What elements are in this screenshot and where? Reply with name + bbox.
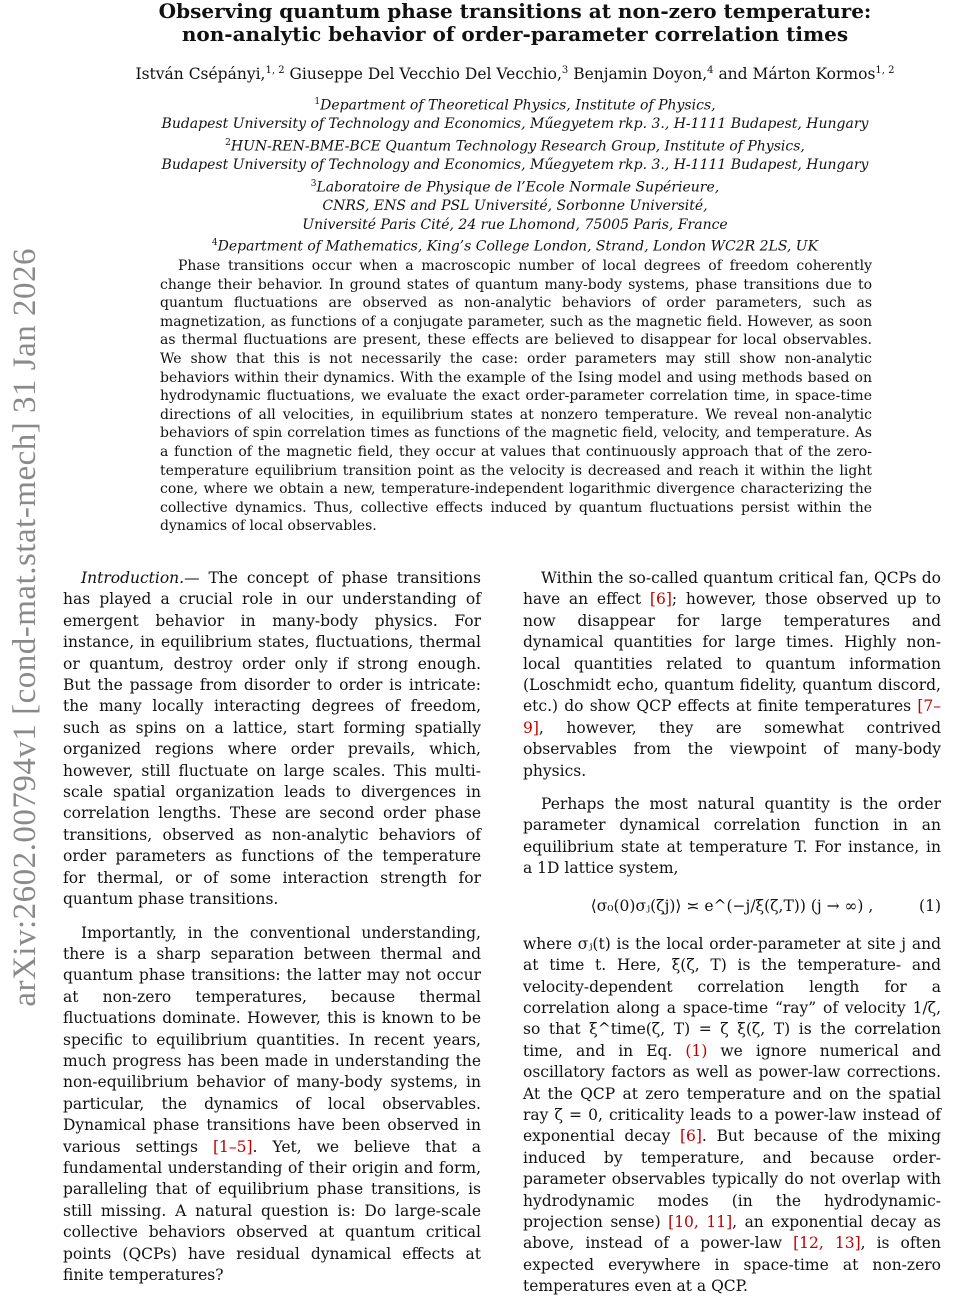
title-line-1: Observing quantum phase transitions at non-zero temperature:	[158, 0, 872, 23]
affiliation-line: $^3$Laboratoire de Physique de l’Ecole Normale Supérieure,	[310, 178, 720, 196]
abstract: Phase transitions occur when a macroscopic number of local degrees of freedom coherently change their behavior. In ground states of quantum many-body systems, phase transitions due to quantum fluctuations are observed as non-analytic behaviors of order parameters, such as magnetization, as functions of a conjugate parameter, such as the magnetic field. However, as soon as thermal fluctuations are present, these effects are believed to disappear for local observables. We show that this is not necessarily the case: order parameters may still show non-analytic behaviors within their dynamics. With the example of the Ising model and using methods based on hydrodynamic fluctuations, we evaluate the exact order-parameter correlation time, in space-time directions of all velocities, in equilibrium states at nonzero temperature. We reveal non-analytic behaviors of spin correlation times as functions of the magnetic field, velocity, and temperature. As a function of the magnetic field, they occur at values that continuously approach that of the zero-temperature equilibrium transition point as the velocity is decreased and reach it within the light cone, where we obtain a new, temperature-independent logarithmic divergence characterizing the collective dynamics. Thus, collective effects induced by quantum fluctuations persist within the dynamics of local observables.	[160, 258, 872, 535]
author-affiliation-mark: 1, 2	[265, 65, 285, 76]
affiliation-line: CNRS, ENS and PSL Université, Sorbonne Université,	[322, 197, 708, 214]
author-name: István Csépányi,	[135, 65, 266, 84]
author-conjunction: and	[718, 65, 748, 84]
citation-link[interactable]: [10, 11]	[668, 1212, 733, 1231]
affiliation-number: 2	[225, 137, 231, 148]
author-affiliation-mark: 4	[707, 65, 714, 76]
author-affiliation-mark: 1, 2	[875, 65, 895, 76]
paragraph: where σⱼ(t) is the local order-parameter at site j and at time t. Here, ξ(ζ, T) is the temperature- and velocity-dependent correlation length for a correlation along a space-time “ray” of velocity 1/ζ, so that ξ^time(ζ, T) = ζ ξ(ζ, T) is the correlation time, and in Eq. (1) we ignore numerical and oscillatory factors as well as power-law corrections. At the QCP at zero temperature and on the spatial ray ζ = 0, criticality leads to a power-law instead of exponential decay [6]. But because of the mixing induced by temperature, and because order-parameter observables typically do not overlap with hydrodynamic modes (in the hydrodynamic-projection sense) [10, 11], an exponential decay as above, instead of a power-law [12, 13], is often expected everywhere in space-time at non-zero temperatures even at a QCP.	[523, 934, 941, 1296]
paragraph: Introduction.— The concept of phase transitions has played a crucial role in our understanding of emergent behavior in many-body physics. For instance, in equilibrium states, fluctuations, thermal or quantum, destroy order only if strong enough. But the passage from disorder to order is intricate: the many locally interacting degrees of freedom, such as spins on a lattice, start forming spatially organized regions where order prevails, which, however, still fluctuate on large scales. This multi-scale spatial organization leads to divergences in correlation lengths. These are second order phase transitions, observed as non-analytic behaviors of order parameters as functions of the temperature for thermal, or of some interaction strength for quantum phase transitions.	[63, 569, 481, 909]
paragraph: Importantly, in the conventional understanding, there is a sharp separation between thermal and quantum phase transitions: the latter may not occur at non-zero temperatures, because thermal fluctuations dominate. However, this is known to be specific to equilibrium quantities. In recent years, much progress has been made in understanding the non-equilibrium behavior of many-body systems, in particular, the dynamics of local observables. Dynamical phase transitions have been observed in various settings [1–5]. Yet, we believe that a fundamental understanding of their origin and form, paralleling that of equilibrium phase transitions, is still missing. A natural question is: Do large-scale collective behaviors observed at quantum critical points (QCPs) have residual dynamical effects at finite temperatures?	[63, 923, 481, 1284]
affiliation-line: Budapest University of Technology and Economics, Műegyetem rkp. 3., H-1111 Budapest, Hungary	[161, 116, 869, 133]
citation-link[interactable]: [6]	[649, 590, 672, 609]
right-column	[523, 568, 941, 1310]
equation-number: (1)	[919, 896, 941, 915]
citation-link[interactable]: [7–9]	[523, 697, 941, 737]
author-list	[90, 65, 940, 83]
author-name: Márton Kormos	[752, 65, 876, 84]
author-affiliation-mark: 3	[561, 65, 569, 76]
affiliation-line: $^4$Department of Mathematics, King’s College London, Strand, London WC2R 2LS, UK	[211, 238, 819, 255]
citation-link[interactable]: [6]	[679, 1127, 702, 1146]
equation-1	[523, 892, 941, 922]
arxiv-identifier-text: arXiv:2602.00794v1 [cond-mat.stat-mech] 31 Jan 2026	[6, 248, 43, 1007]
affiliation-number: 1	[314, 97, 321, 107]
title-line-2: non-analytic behavior of order-parameter correlation times	[181, 22, 849, 46]
paragraph: Perhaps the most natural quantity is the order parameter dynamical correlation function in an equilibrium state at temperature T. For instance, in a 1D lattice system,	[523, 795, 941, 878]
affiliation-number: 4	[211, 238, 218, 249]
equation-body: ⟨σ₀(0)σⱼ(ζj)⟩ ≍ e^(−j/ξ(ζ,T)) (j → ∞) ,	[590, 896, 874, 915]
equation-reference-link[interactable]: (1)	[685, 1041, 708, 1060]
affiliation-line: $^2$HUN-REN-BME-BCE Quantum Technology Research Group, Institute of Physics,	[225, 137, 805, 155]
author-name: Giuseppe Del Vecchio Del Vecchio,	[289, 65, 562, 84]
affiliation-list	[90, 93, 940, 256]
left-column	[63, 568, 481, 1298]
affiliation-number: 3	[310, 178, 317, 189]
section-lead: Introduction.—	[81, 569, 200, 587]
citation-link[interactable]: [12, 13]	[793, 1234, 861, 1253]
arxiv-identifier-stamp	[0, 195, 50, 1060]
affiliation-line: Budapest University of Technology and Economics, Műegyetem rkp. 3., H-1111 Budapest, Hungary	[161, 157, 869, 174]
paper-title	[100, 0, 930, 46]
affiliation-line: Université Paris Cité, 24 rue Lhomond, 75005 Paris, France	[302, 216, 728, 233]
citation-link[interactable]: [1–5]	[212, 1137, 253, 1156]
author-name: Benjamin Doyon,	[573, 65, 708, 84]
paragraph: Within the so-called quantum critical fan, QCPs do have an effect [6]; however, those observed up to now disappear for large temperatures and dynamical quantities for large times. Highly non-local quantities related to quantum information (Loschmidt echo, quantum fidelity, quantum discord, etc.) do show QCP effects at finite temperatures [7–9], however, they are somewhat contrived observables from the viewpoint of many-body physics.	[523, 569, 941, 780]
affiliation-line: $^1$Department of Theoretical Physics, Institute of Physics,	[314, 97, 716, 114]
